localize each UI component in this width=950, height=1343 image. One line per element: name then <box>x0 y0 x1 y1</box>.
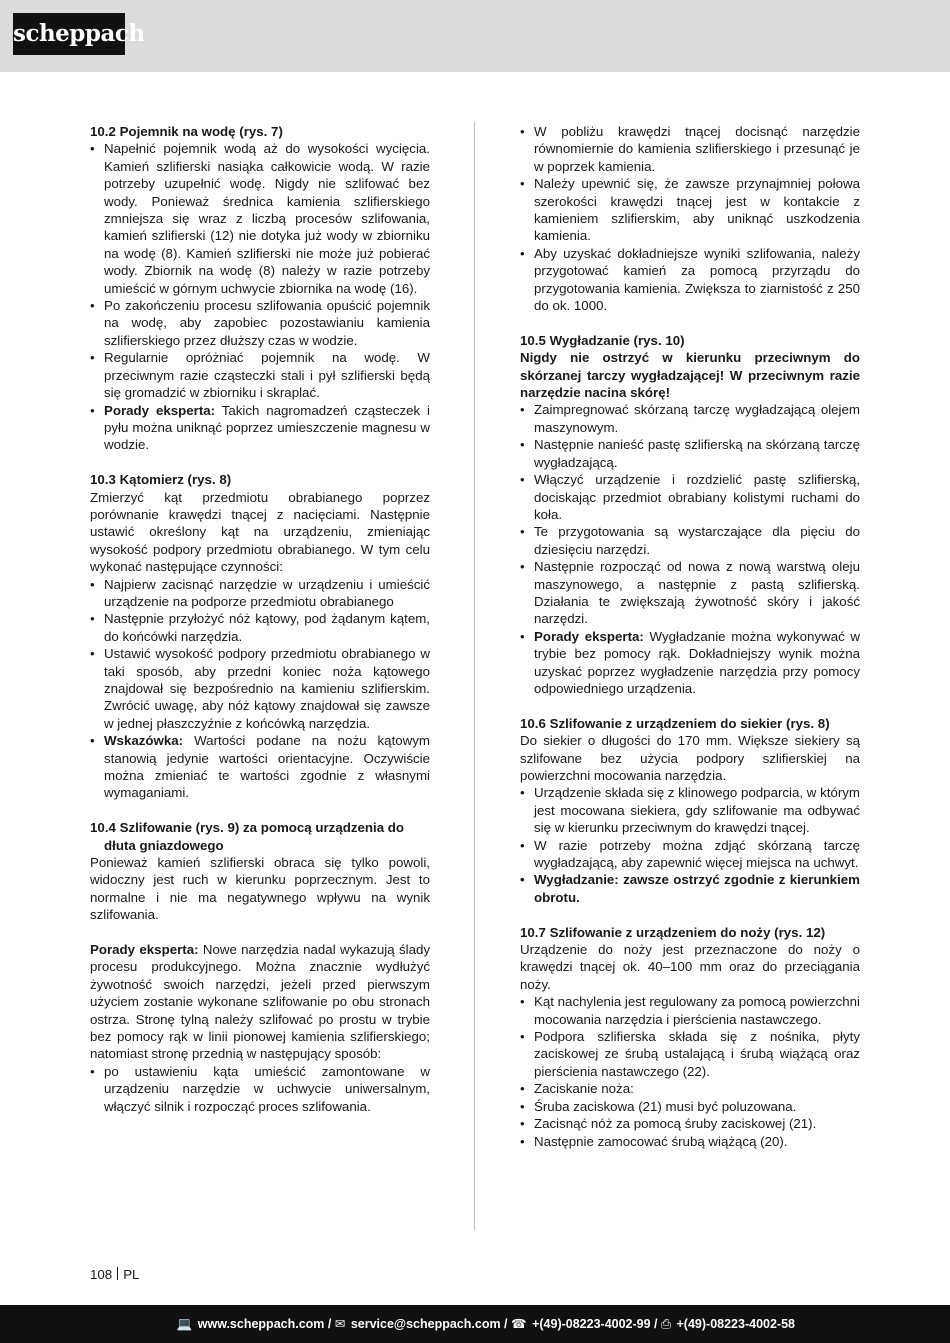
list-item: • Regularnie opróżniać pojemnik na wodę. W przeciwnym razie cząsteczki stali i pył szlifierski będą się gromadzić w zbiorniku i skraplać. <box>90 349 430 401</box>
section-paragraph: Urządzenie do noży jest przeznaczone do noży o krawędzi tnącej ok. 40–100 mm oraz do przeciągania noży. <box>520 942 860 992</box>
axe-list <box>520 784 860 906</box>
left-column <box>90 123 430 1115</box>
list-item: • Kąt nachylenia jest regulowany za pomocą powierzchni mocowania narzędzia i pierścienia nastawczego. <box>520 993 860 1028</box>
tip-label: Porady eksperta: <box>534 628 644 644</box>
column-divider <box>474 122 475 1230</box>
list-item: • Zaciskanie noża: <box>520 1080 860 1097</box>
chisel-list <box>90 1063 430 1115</box>
phone-icon: ☎ <box>511 1317 527 1331</box>
list-item: • po ustawieniu kąta umieścić zamontowane w urządzeniu narzędzie w uchwycie uniwersalnym, włączyć silnik i rozpocząć proces szlifowania. <box>90 1063 430 1115</box>
note-label: Wskazówka: <box>104 733 184 749</box>
computer-icon: 💻 <box>176 1317 193 1331</box>
list-item: • W razie potrzeby można zdjąć skórzaną tarczę wygładzającą, aby zapewnić więcej miejsca na uchwyt. <box>520 837 860 872</box>
list-item: • Zacisnąć nóż za pomocą śruby zaciskowej (21). <box>520 1115 860 1132</box>
warning-text: Nigdy nie ostrzyć w kierunku przeciwnym do skórzanej tarczy wygładzającej! W przeciwnym razie narzędzie nacina skórę! <box>520 350 860 401</box>
tip-label: Porady eksperta: <box>90 942 199 958</box>
page-number-value: 108 <box>90 1267 113 1282</box>
honing-list <box>520 401 860 697</box>
fax-icon: ⎙ <box>661 1317 672 1331</box>
list-item: • Włączyć urządzenie i rozdzielić pastę szlifierską, dociskając przedmiot obrabiany kolistymi ruchami do koła. <box>520 471 860 523</box>
section-title-10-5: 10.5 Wygładzanie (rys. 10) <box>520 332 685 348</box>
list-item: • Następnie przyłożyć nóż kątowy, pod żądanym kątem, do końcówki narzędzia. <box>90 610 430 645</box>
section-title-10-7: 10.7 Szlifowanie z urządzeniem do noży (rys. 12) <box>520 924 826 940</box>
tip-text: Takich nagromadzeń cząsteczek i pyłu można uniknąć poprzez umieszczenie magnesu w wodzie. <box>104 402 431 453</box>
water-container-list <box>90 140 430 453</box>
list-item: • Ustawić wysokość podpory przedmiotu obrabianego w taki sposób, aby przedni koniec noża kątowego znajdował się bezpośrednio na kamieniu szlifierskim. Zwrócić uwagę, aby nóż kątowy znajdował się zawsze w jednej płaszczyźnie z końcówką narzędzia. <box>90 645 430 732</box>
list-item: • Po zakończeniu procesu szlifowania opuścić pojemnik na wodę, aby zapobiec pozostawianiu kamienia szlifierskiego przez dłuższy czas w wodzie. <box>90 297 430 349</box>
expert-tip-paragraph <box>90 941 430 1063</box>
footer-fax: +(49)-08223-4002-58 <box>676 1317 795 1331</box>
tip-text: Wygładzanie można wykonywać w trybie bez pomocy rąk. Dokładniejszy wynik można uzyskać poprzez wygładzenie narzędzia przy pomocy odpowiedniego urządzenia. <box>534 628 860 696</box>
tip-text: Nowe narzędzia nadal wykazują ślady procesu produkcyjnego. Można znacznie wydłużyć żywotność swoich narzędzi, jeżeli przed pierwszym użyciem zostanie wykonane szlifowanie po obu stronach ostrza. Stronę tylną należy szlifować po prostu w trybie bez pomocy rąk w linii pionowej kamienia szlifierskiego; natomiast stronę przednią w następujący sposób: <box>90 942 431 1062</box>
list-item: • Podpora szlifierska składa się z nośnika, płyty zaciskowej ze śrubą ustalającą i śrubą wiążącą oraz pierścienia nastawczego (22). <box>520 1028 860 1080</box>
list-item: • Wygładzanie: zawsze ostrzyć zgodnie z kierunkiem obrotu. <box>520 871 860 906</box>
page-footer <box>0 1305 950 1343</box>
section-paragraph: Zmierzyć kąt przedmiotu obrabianego poprzez porównanie krawędzi tnącej z nacięciami. Następnie ustawić określony kąt na urządzeniu, zmieniając wysokość podpory przedmiotu obrabianego. W tym celu wykonać następujące czynności: <box>90 489 430 575</box>
section-title-10-2: 10.2 Pojemnik na wodę (rys. 7) <box>90 124 283 139</box>
footer-email: service@scheppach.com / <box>350 1317 508 1331</box>
scheppach-logo: scheppach <box>13 13 125 55</box>
section-title-10-6: 10.6 Szlifowanie z urządzeniem do siekier (rys. 8) <box>520 715 830 731</box>
list-item: • Następnie zamocować śrubą wiążącą (20). <box>520 1133 860 1150</box>
footer-contact-line <box>177 1316 795 1332</box>
grinding-continued-list <box>520 123 860 314</box>
list-item: • Następnie nanieść pastę szlifierską na skórzaną tarczę wygładzającą. <box>520 436 860 471</box>
page-number-separator <box>117 1267 118 1280</box>
footer-phone: +(49)-08223-4002-99 / <box>532 1317 658 1331</box>
protractor-list <box>90 576 430 802</box>
section-title-10-3: 10.3 Kątomierz (rys. 8) <box>90 472 232 488</box>
section-paragraph: Ponieważ kamień szlifierski obraca się tylko powoli, widoczny jest ruch w kierunku poprzecznym. Jest to normalne i nie ma negatywnego wpływu na wynik szlifowania. <box>90 855 430 923</box>
right-column <box>520 123 860 1150</box>
mail-icon: ✉ <box>334 1317 346 1331</box>
note-item <box>90 732 430 802</box>
footer-website: www.scheppach.com / <box>197 1317 332 1331</box>
list-item: • Aby uzyskać dokładniejsze wyniki szlifowania, należy przygotować kamień za pomocą przyrządu do przygotowania kamienia. Zwiększa to ziarnistość z 250 do ok. 1000. <box>520 245 860 315</box>
list-item: • W pobliżu krawędzi tnącej docisnąć narzędzie równomiernie do kamienia szlifierskiego i przesunąć je w poprzek kamienia. <box>520 123 860 175</box>
list-item: • Te przygotowania są wystarczające dla pięciu do dziesięciu narzędzi. <box>520 523 860 558</box>
note-text: Wartości podane na nożu kątowym stanowią jedynie wartości orientacyjne. Oczywiście można zmieniać te wartości zgodnie z własnymi wymaganiami. <box>104 733 430 801</box>
expert-tip-item <box>520 628 860 698</box>
section-paragraph: Do siekier o długości do 170 mm. Większe siekiery są szlifowane bez użycia podpory szlifierskiej na powierzchni mocowania narzędzia. <box>520 733 860 783</box>
list-item: • Najpierw zacisnąć narzędzie w urządzeniu i umieścić urządzenie na podporze przedmiotu obrabianego <box>90 576 430 611</box>
list-item: • Należy upewnić się, że zawsze przynajmniej połowa szerokości krawędzi tnącej jest w kontakcie z kamieniem szlifierskim, aby uniknąć uszkodzenia kamienia. <box>520 175 860 245</box>
list-item: • Śruba zaciskowa (21) musi być poluzowana. <box>520 1098 860 1115</box>
knife-list <box>520 993 860 1150</box>
list-item: • Następnie rozpocząć od nowa z nową warstwą oleju maszynowego, a następnie z pastą szlifierską. Działania te zwiększają żywotność skóry i jakość narzędzi. <box>520 558 860 628</box>
expert-tip-item <box>90 402 430 454</box>
page-header <box>0 0 950 72</box>
section-title-10-4: 10.4 Szlifowanie (rys. 9) za pomocą urządzenia do dłuta gniazdowego <box>90 820 405 853</box>
list-item: • Napełnić pojemnik wodą aż do wysokości wycięcia. Kamień szlifierski nasiąka całkowicie wodą. W razie potrzeby uzupełnić wodę. Nigdy nie szlifować bez wody. Ponieważ średnica kamienia szlifierskiego zmniejsza się wraz z liczbą procesów szlifowania, kamień szlifierski (12) nie dotyka już wody w zbiorniku na wodę (8). Kamień szlifierski nie może już pobierać wody. Zbiornik na wodę (8) należy w razie potrzeby umieścić w górnym uchwycie zbiornika na wodę (16). <box>90 140 430 297</box>
tip-label: Porady eksperta: <box>104 402 216 418</box>
page-language: PL <box>123 1267 140 1282</box>
list-item: • Zaimpregnować skórzaną tarczę wygładzającą olejem maszynowym. <box>520 401 860 436</box>
list-item: • Urządzenie składa się z klinowego podparcia, w którym jest mocowana siekiera, gdy szlifowanie ma odbywać się w kierunku przeciwnym do krawędzi tnącej. <box>520 784 860 836</box>
page-number <box>90 1266 139 1283</box>
